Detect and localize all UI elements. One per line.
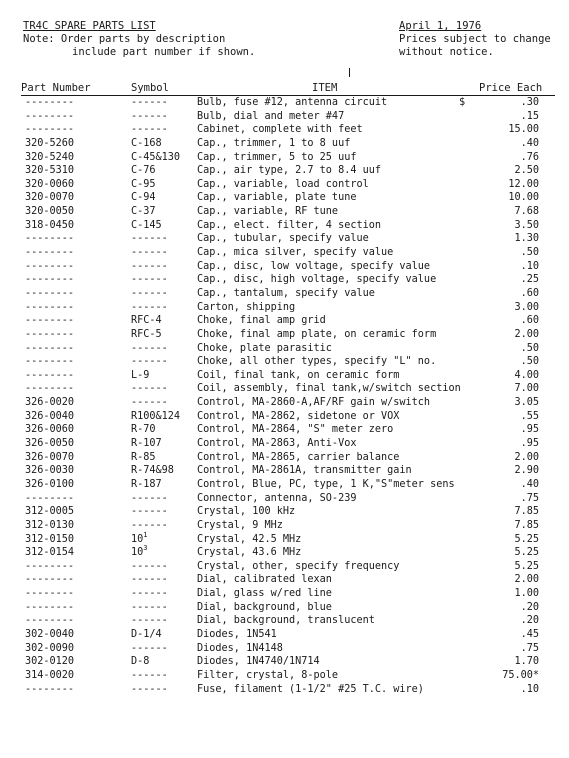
part-number-cell: 320-5240 [25, 151, 75, 163]
item-description-cell: Dial, calibrated lexan [197, 574, 332, 586]
table-row [0, 96, 569, 110]
price-cell: 1.30 [514, 233, 539, 245]
table-row [0, 505, 569, 519]
symbol-cell: ------ [131, 588, 168, 600]
table-row [0, 246, 569, 260]
item-description-cell: Crystal, other, specify frequency [197, 560, 400, 572]
item-description-cell: Cap., variable, RF tune [197, 206, 339, 218]
price-cell: 7.85 [514, 519, 539, 531]
table-row [0, 464, 569, 478]
item-description-cell: Coil, final tank, on ceramic form [197, 369, 400, 381]
symbol-cell: R100&124 [131, 410, 181, 422]
part-number-cell: -------- [25, 233, 75, 245]
part-number-cell: -------- [25, 383, 75, 395]
symbol-cell: ------ [131, 97, 168, 108]
table-row [0, 355, 569, 369]
item-description-cell: Cap., variable, load control [197, 178, 369, 190]
symbol-cell: ------ [131, 260, 168, 272]
symbol-cell: ------ [131, 247, 168, 259]
part-number-cell: 302-0120 [25, 656, 75, 668]
symbol-cell: ------ [131, 669, 168, 681]
part-number-cell: 302-0040 [25, 628, 75, 640]
table-row [0, 191, 569, 205]
item-description-cell: Control, MA-2863, Anti-Vox [197, 438, 357, 450]
table-row [0, 273, 569, 287]
table-row [0, 587, 569, 601]
symbol-cell: C-145 [131, 219, 162, 231]
price-cell: .50 [520, 247, 539, 259]
symbol-cell: D-1/4 [131, 628, 162, 640]
price-note-line-2: without notice. [399, 46, 494, 58]
symbol-superscript: 1 [143, 530, 148, 539]
symbol-cell: R-85 [131, 451, 156, 463]
symbol-cell: C-168 [131, 137, 162, 149]
table-row [0, 382, 569, 396]
price-cell: .20 [520, 615, 539, 627]
item-description-cell: Control, MA-2865, carrier balance [197, 451, 400, 463]
price-cell: 7.85 [514, 506, 539, 518]
symbol-cell: C-76 [131, 165, 156, 177]
price-cell: .55 [520, 410, 539, 422]
part-number-cell: -------- [25, 369, 75, 381]
price-cell: .40 [520, 478, 539, 490]
symbol-cell: ------ [131, 601, 168, 613]
table-row [0, 110, 569, 124]
part-number-cell: 312-0150 [25, 533, 75, 545]
order-note-line-2: include part number if shown. [72, 46, 256, 58]
symbol-cell: R-107 [131, 438, 162, 450]
price-cell: 2.00 [514, 574, 539, 586]
price-cell: .76 [520, 151, 539, 163]
part-number-cell: -------- [25, 328, 75, 340]
price-cell: 1.00 [514, 588, 539, 600]
part-number-cell: -------- [25, 274, 75, 286]
item-description-cell: Cap., disc, low voltage, specify value [197, 260, 431, 272]
price-cell: 5.25 [514, 547, 539, 559]
part-number-cell: -------- [25, 247, 75, 259]
part-number-cell: -------- [25, 124, 75, 136]
column-header-price: Price Each [479, 82, 543, 94]
symbol-cell: C-95 [131, 178, 156, 190]
symbol-cell: ------ [131, 356, 168, 368]
part-number-cell: 314-0020 [25, 669, 75, 681]
price-cell: 10.00 [508, 192, 539, 204]
price-cell: 3.00 [514, 301, 539, 313]
part-number-cell: -------- [25, 315, 75, 327]
item-description-cell: Bulb, dial and meter #47 [197, 110, 345, 122]
table-row [0, 342, 569, 356]
item-description-cell: Control, Blue, PC, type, 1 K,"S"meter sens [197, 478, 455, 490]
currency-symbol: $ [459, 97, 466, 108]
price-cell: 2.90 [514, 465, 539, 477]
symbol-cell: ------ [131, 615, 168, 627]
price-cell: 15.00 [508, 124, 539, 136]
part-number-cell: 320-0070 [25, 192, 75, 204]
table-row [0, 410, 569, 424]
item-description-cell: Control, MA-2861A, transmitter gain [197, 465, 412, 477]
part-number-cell: 326-0020 [25, 397, 75, 409]
column-header-symbol: Symbol [131, 82, 169, 94]
item-description-cell: Carton, shipping [197, 301, 296, 313]
table-row [0, 530, 569, 547]
part-number-cell: 318-0450 [25, 219, 75, 231]
order-note-line-1: Note: Order parts by description [23, 33, 226, 45]
table-row [0, 369, 569, 383]
item-description-cell: Crystal, 42.5 MHz [197, 533, 302, 545]
part-number-cell: 326-0060 [25, 424, 75, 436]
table-row [0, 560, 569, 574]
price-cell: 1.70 [514, 656, 539, 668]
part-number-cell: -------- [25, 301, 75, 313]
item-description-cell: Diodes, 1N4740/1N714 [197, 656, 320, 668]
table-row [0, 492, 569, 506]
item-description-cell: Cap., variable, plate tune [197, 192, 357, 204]
part-number-cell: 320-0060 [25, 178, 75, 190]
header-tick-mark [349, 68, 350, 77]
symbol-cell: ------ [131, 506, 168, 518]
symbol-cell: C-37 [131, 206, 156, 218]
table-row [0, 601, 569, 615]
part-number-cell: -------- [25, 110, 75, 122]
part-number-cell: 320-5260 [25, 137, 75, 149]
item-description-cell: Filter, crystal, 8-pole [197, 669, 339, 681]
table-row [0, 219, 569, 233]
symbol-cell: ------ [131, 274, 168, 286]
table-row [0, 314, 569, 328]
price-cell: .25 [520, 274, 539, 286]
part-number-cell: 326-0040 [25, 410, 75, 422]
price-cell: 7.00 [514, 383, 539, 395]
part-number-cell: -------- [25, 574, 75, 586]
symbol-cell: ------ [131, 397, 168, 409]
price-cell: 5.25 [514, 533, 539, 545]
price-cell: 2.00 [514, 328, 539, 340]
item-description-cell: Choke, plate parasitic [197, 342, 332, 354]
symbol-cell: C-94 [131, 192, 156, 204]
document-title: TR4C SPARE PARTS LIST [23, 20, 156, 32]
table-row [0, 519, 569, 533]
price-cell: .10 [520, 683, 539, 695]
symbol-cell: ------ [131, 642, 168, 654]
price-cell: 7.68 [514, 206, 539, 218]
price-cell: 2.00 [514, 451, 539, 463]
item-description-cell: Cabinet, complete with feet [197, 124, 363, 136]
price-cell: .40 [520, 137, 539, 149]
part-number-cell: 326-0050 [25, 438, 75, 450]
table-row [0, 573, 569, 587]
price-cell: 2.50 [514, 165, 539, 177]
symbol-cell: ------ [131, 110, 168, 122]
item-description-cell: Bulb, fuse #12, antenna circuit [197, 97, 388, 108]
item-description-cell: Coil, assembly, final tank,w/switch section [197, 383, 461, 395]
part-number-cell: -------- [25, 356, 75, 368]
item-description-cell: Control, MA-2862, sidetone or VOX [197, 410, 400, 422]
part-number-cell: -------- [25, 615, 75, 627]
table-row [0, 328, 569, 342]
price-cell: .10 [520, 260, 539, 272]
item-description-cell: Control, MA-2864, "S" meter zero [197, 424, 394, 436]
part-number-cell: 312-0005 [25, 506, 75, 518]
part-number-cell: -------- [25, 683, 75, 695]
item-description-cell: Diodes, 1N4148 [197, 642, 283, 654]
symbol-cell: ------ [131, 287, 168, 299]
price-cell: 5.25 [514, 560, 539, 572]
item-description-cell: Cap., disc, high voltage, specify value [197, 274, 437, 286]
symbol-cell: RFC-5 [131, 328, 162, 340]
table-row [0, 178, 569, 192]
item-description-cell: Control, MA-2860-A,AF/RF gain w/switch [197, 397, 431, 409]
price-cell: .50 [520, 356, 539, 368]
symbol-cell: ------ [131, 301, 168, 313]
price-cell: .20 [520, 601, 539, 613]
table-row [0, 655, 569, 669]
symbol-cell: ------ [131, 233, 168, 245]
item-description-cell: Dial, background, blue [197, 601, 332, 613]
symbol-cell: R-187 [131, 478, 162, 490]
table-row [0, 642, 569, 656]
symbol-cell: RFC-4 [131, 315, 162, 327]
item-description-cell: Cap., mica silver, specify value [197, 247, 394, 259]
table-row [0, 628, 569, 642]
price-cell: .60 [520, 287, 539, 299]
price-cell: .75 [520, 492, 539, 504]
table-row [0, 683, 569, 697]
price-cell: 3.05 [514, 397, 539, 409]
item-description-cell: Cap., air type, 2.7 to 8.4 uuf [197, 165, 382, 177]
table-row [0, 451, 569, 465]
symbol-cell: ------ [131, 683, 168, 695]
part-number-cell: 312-0154 [25, 547, 75, 559]
price-cell: 12.00 [508, 178, 539, 190]
table-row [0, 123, 569, 137]
symbol-cell: $10^1$ [131, 530, 148, 545]
part-number-cell: -------- [25, 601, 75, 613]
table-row [0, 287, 569, 301]
table-row [0, 260, 569, 274]
table-row [0, 232, 569, 246]
part-number-cell: 326-0070 [25, 451, 75, 463]
item-description-cell: Cap., tubular, specify value [197, 233, 369, 245]
symbol-cell: R-70 [131, 424, 156, 436]
part-number-cell: 302-0090 [25, 642, 75, 654]
item-description-cell: Cap., elect. filter, 4 section [197, 219, 382, 231]
item-description-cell: Fuse, filament (1-1/2" #25 T.C. wire) [197, 683, 424, 695]
parts-table [0, 96, 569, 696]
price-cell: .45 [520, 628, 539, 640]
item-description-cell: Choke, final amp grid [197, 315, 326, 327]
symbol-cell: $10^3$ [131, 544, 148, 559]
price-cell: .60 [520, 315, 539, 327]
table-row [0, 396, 569, 410]
item-description-cell: Crystal, 9 MHz [197, 519, 283, 531]
table-row [0, 301, 569, 315]
table-row [0, 437, 569, 451]
item-description-cell: Cap., tantalum, specify value [197, 287, 375, 299]
part-number-cell: -------- [25, 588, 75, 600]
symbol-cell: L-9 [131, 369, 150, 381]
item-description-cell: Choke, final amp plate, on ceramic form [197, 328, 437, 340]
price-note-line-1: Prices subject to change [399, 33, 551, 45]
table-row [0, 478, 569, 492]
table-row [0, 164, 569, 178]
item-description-cell: Dial, glass w/red line [197, 588, 332, 600]
table-row [0, 614, 569, 628]
item-description-cell: Diodes, 1N541 [197, 628, 277, 640]
table-row [0, 423, 569, 437]
price-cell: 3.50 [514, 219, 539, 231]
part-number-cell: -------- [25, 560, 75, 572]
item-description-cell: Crystal, 43.6 MHz [197, 547, 302, 559]
symbol-cell: D-8 [131, 656, 150, 668]
symbol-cell: R-74&98 [131, 465, 174, 477]
item-description-cell: Cap., trimmer, 1 to 8 uuf [197, 137, 351, 149]
part-number-cell: 320-0050 [25, 206, 75, 218]
symbol-cell: ------ [131, 574, 168, 586]
item-description-cell: Dial, background, translucent [197, 615, 375, 627]
part-number-cell: 326-0100 [25, 478, 75, 490]
part-number-cell: 326-0030 [25, 465, 75, 477]
symbol-cell: C-45&130 [131, 151, 181, 163]
column-header-part-number: Part Number [21, 82, 91, 94]
price-cell: 4.00 [514, 369, 539, 381]
price-cell: .95 [520, 424, 539, 436]
item-description-cell: Choke, all other types, specify "L" no. [197, 356, 437, 368]
price-cell: .50 [520, 342, 539, 354]
column-header-item: ITEM [312, 82, 338, 94]
price-cell: .75 [520, 642, 539, 654]
symbol-cell: ------ [131, 383, 168, 395]
symbol-cell: ------ [131, 519, 168, 531]
table-row [0, 151, 569, 165]
price-cell: 75.00* [502, 669, 539, 681]
part-number-cell: -------- [25, 260, 75, 272]
item-description-cell: Connector, antenna, SO-239 [197, 492, 357, 504]
part-number-cell: 320-5310 [25, 165, 75, 177]
symbol-cell: ------ [131, 492, 168, 504]
table-row [0, 546, 569, 560]
price-cell: .95 [520, 438, 539, 450]
table-row [0, 205, 569, 219]
price-cell: .15 [520, 110, 539, 122]
document-date: April 1, 1976 [399, 20, 482, 32]
part-number-cell: -------- [25, 342, 75, 354]
part-number-cell: -------- [25, 492, 75, 504]
part-number-cell: 312-0130 [25, 519, 75, 531]
symbol-superscript: 3 [143, 544, 148, 553]
item-description-cell: Cap., trimmer, 5 to 25 uuf [197, 151, 357, 163]
part-number-cell: -------- [25, 97, 75, 108]
part-number-cell: -------- [25, 287, 75, 299]
item-description-cell: Crystal, 100 kHz [197, 506, 296, 518]
table-row [0, 137, 569, 151]
symbol-cell: ------ [131, 342, 168, 354]
symbol-cell: ------ [131, 560, 168, 572]
symbol-cell: ------ [131, 124, 168, 136]
price-cell: .30 [520, 97, 539, 108]
table-row [0, 669, 569, 683]
